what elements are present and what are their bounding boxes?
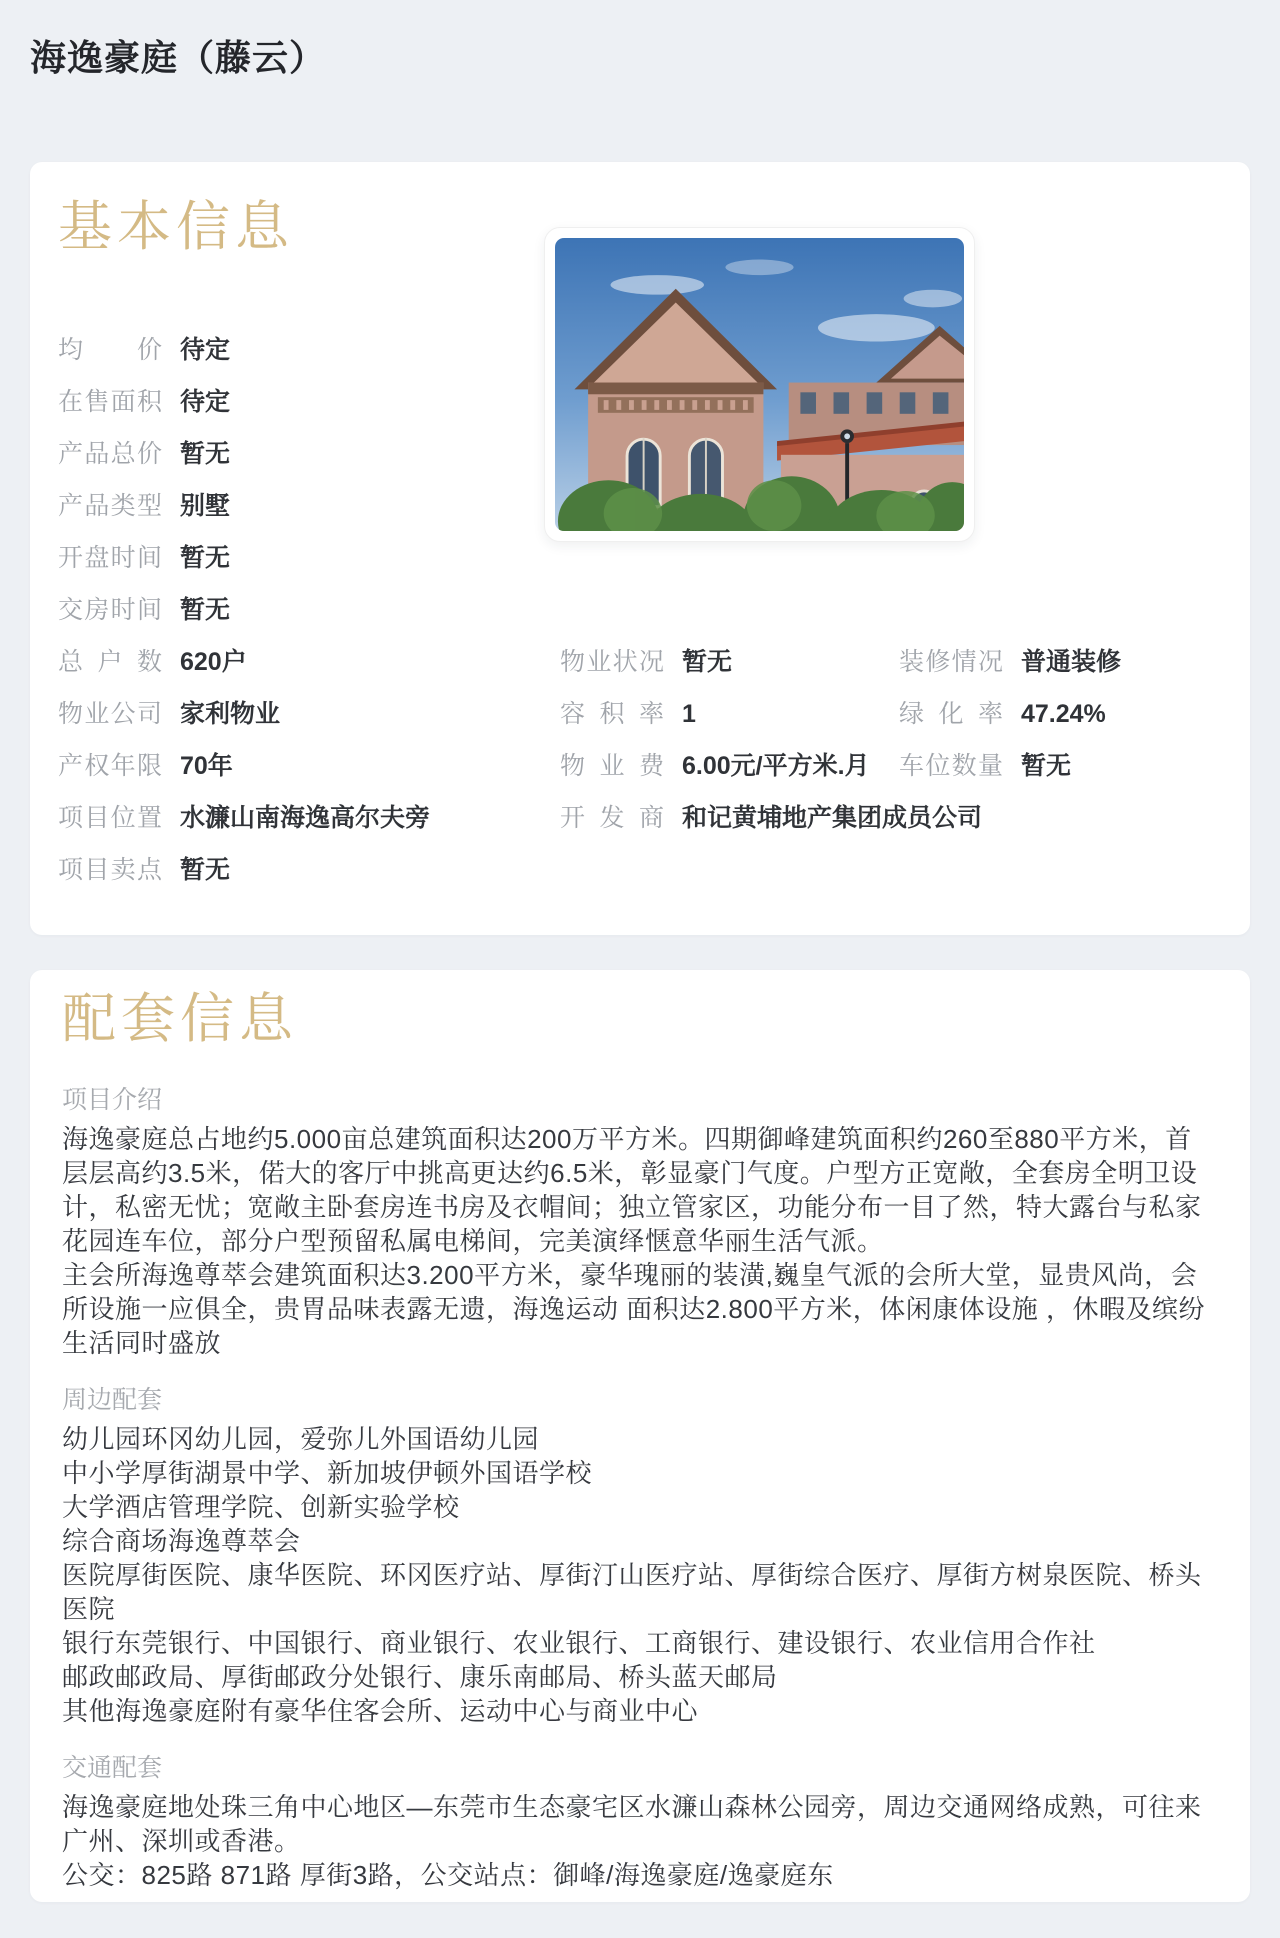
field-value: 水濂山南海逸高尔夫旁 [180, 804, 431, 832]
field-value: 暂无 [180, 440, 231, 468]
field-value: 6.00元/平方米.月 [682, 752, 870, 780]
field-label: 容积率 [560, 700, 664, 728]
amenity-line-banks: 银行东莞银行、中国银行、商业银行、农业银行、工商银行、建设银行、农业信用合作社 [62, 1627, 1096, 1658]
photo-card [544, 227, 975, 542]
field-developer [560, 802, 982, 834]
field-decoration [899, 646, 1121, 678]
field-on-sale-area [58, 386, 230, 418]
section-title: 周边配套 [62, 1385, 163, 1414]
field-label: 项目卖点 [58, 856, 162, 884]
field-value: 暂无 [1021, 752, 1072, 780]
field-label: 物业状况 [560, 648, 664, 676]
amenity-line-schools: 中小学厚街湖景中学、新加坡伊顿外国语学校 [62, 1457, 593, 1488]
field-opening-date [58, 542, 230, 574]
field-total-price [58, 438, 230, 470]
field-value: 家利物业 [180, 700, 281, 728]
field-value: 620户 [180, 648, 247, 676]
field-label: 车位数量 [899, 752, 1003, 780]
amenity-line-kindergarten: 幼儿园环冈幼儿园，爱弥儿外国语幼儿园 [62, 1423, 540, 1454]
estate-exterior-photo[interactable] [555, 238, 964, 531]
field-label: 产权年限 [58, 752, 162, 780]
field-parking-count [899, 750, 1071, 782]
field-label: 总户数 [58, 648, 162, 676]
intro-paragraph: 海逸豪庭总占地约5.000亩总建筑面积达200万平方米。四期御峰建筑面积约260至880平方米，首层层高约3.5米，偌大的客厅中挑高更达约6.5米，彰显豪门气度。户型方正宽敞，全套房全明卫设计，私密无忧；宽敞主卧套房连书房及衣帽间；独立管家区，功能分布一目了然，特大露台与私家花园连车位，部分户型预留私属电梯间，完美演绎惬意华丽生活气派。 [62, 1123, 1202, 1256]
field-value: 暂无 [682, 648, 733, 676]
field-label: 产品类型 [58, 492, 162, 520]
field-label: 在售面积 [58, 388, 162, 416]
field-label: 交房时间 [58, 596, 162, 624]
field-value: 暂无 [180, 596, 231, 624]
section-title: 交通配套 [62, 1753, 163, 1782]
field-label: 物业费 [560, 752, 664, 780]
field-label: 均价 [58, 336, 162, 364]
field-value: 普通装修 [1021, 648, 1122, 676]
field-selling-points [58, 854, 230, 886]
section-project-intro [62, 1086, 1218, 1360]
field-product-type [58, 490, 230, 522]
field-value: 待定 [180, 336, 231, 364]
section-nearby-amenities [62, 1386, 1218, 1728]
field-avg-price [58, 334, 230, 366]
field-value: 和记黄埔地产集团成员公司 [682, 804, 983, 832]
field-value: 70年 [180, 752, 233, 780]
field-plot-ratio [560, 698, 696, 730]
section-title: 项目介绍 [62, 1085, 163, 1114]
field-label: 物业公司 [58, 700, 162, 728]
field-total-households [58, 646, 247, 678]
amenity-line-hospitals: 医院厚街医院、康华医院、环冈医疗站、厚街汀山医疗站、厚街综合医疗、厚街方树泉医院、桥头医院 [62, 1559, 1202, 1624]
field-value: 暂无 [180, 544, 231, 572]
page-title: 海逸豪庭（藤云） [30, 37, 327, 78]
field-value: 1 [682, 700, 696, 728]
field-value: 47.24% [1021, 700, 1106, 728]
field-label: 开发商 [560, 804, 664, 832]
field-project-location [58, 802, 430, 834]
field-label: 项目位置 [58, 804, 162, 832]
transport-bus-line: 公交：825路 871路 厚街3路，公交站点：御峰/海逸豪庭/逸豪庭东 [62, 1859, 834, 1890]
field-property-company [58, 698, 280, 730]
section-transport [62, 1754, 1218, 1892]
field-greening-rate [899, 698, 1106, 730]
field-label: 开盘时间 [58, 544, 162, 572]
basic-info-card [30, 162, 1250, 935]
basic-info-heading: 基本信息 [58, 197, 294, 257]
amenities-card [30, 970, 1250, 1902]
transport-paragraph: 海逸豪庭地处珠三角中心地区—东莞市生态豪宅区水濂山森林公园旁，周边交通网络成熟，可往来广州、深圳或香港。 [62, 1791, 1202, 1856]
amenity-line-post: 邮政邮政局、厚街邮政分处银行、康乐南邮局、桥头蓝天邮局 [62, 1661, 778, 1692]
field-ownership-years [58, 750, 233, 782]
field-property-status [560, 646, 732, 678]
intro-paragraph: 主会所海逸尊萃会建筑面积达3.200平方米，豪华瑰丽的装潢,巍皇气派的会所大堂，显贵风尚，会所设施一应俱全，贵胃品味表露无遗，海逸运动 面积达2.800平方米，体闲康体设施 ，休暇及缤纷生活同时盛放 [62, 1259, 1206, 1358]
amenity-line-mall: 综合商场海逸尊萃会 [62, 1525, 301, 1556]
field-value: 待定 [180, 388, 231, 416]
field-property-fee [560, 750, 870, 782]
field-label: 装修情况 [899, 648, 1003, 676]
field-value: 别墅 [180, 492, 231, 520]
field-label: 产品总价 [58, 440, 162, 468]
field-delivery-date [58, 594, 230, 626]
amenity-line-other: 其他海逸豪庭附有豪华住客会所、运动中心与商业中心 [62, 1695, 699, 1726]
field-value: 暂无 [180, 856, 231, 884]
amenity-line-university: 大学酒店管理学院、创新实验学校 [62, 1491, 460, 1522]
field-label: 绿化率 [899, 700, 1003, 728]
amenities-heading: 配套信息 [62, 989, 298, 1049]
